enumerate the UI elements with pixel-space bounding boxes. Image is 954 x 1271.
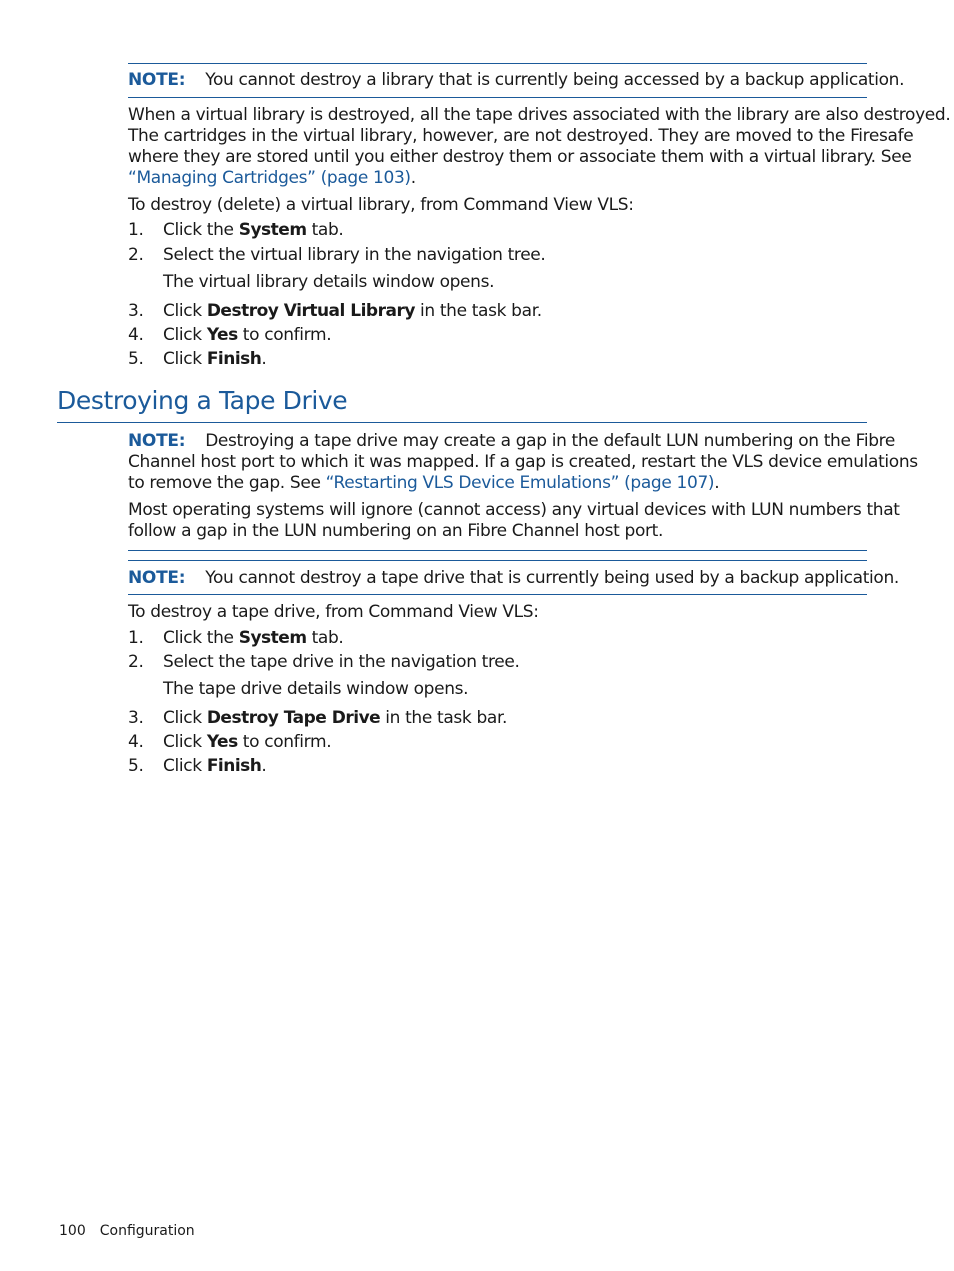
- procedure-intro: To destroy a tape drive, from Command View VLS:: [128, 602, 539, 622]
- link-restarting-emulations[interactable]: “Restarting VLS Device Emulations” (page 107): [325, 473, 715, 493]
- note-label: NOTE:: [128, 70, 186, 90]
- note-box-lun-gap: NOTE: Destroying a tape drive may create a gap in the default LUN numbering on the Fibre Channel host port to which it was mapped. If a gap is created, restart the VLS device emulations to remove the gap. See “Restarting VLS Device Emulations” (page 107). Most operating systems will ignore (cannot access) any virtual devices with LUN numbers that follow a gap in the LUN numbering on an Fibre Channel host port.: [128, 431, 867, 551]
- page-number: 100: [59, 1223, 86, 1239]
- note-box-library-access: [128, 63, 905, 98]
- paragraph-library-destroyed: When a virtual library is destroyed, all the tape drives associated with the library are also destroyed. The cartridges in the virtual library, however, are not destroyed. They are moved to the Firesafe where they are stored until you either destroy them or associate them with a virtual library. See “Managing Cartridges” (page 103).: [128, 105, 951, 188]
- list-item: 4. Click Yes to confirm.: [128, 732, 332, 752]
- list-item: 1. Click the System tab.: [128, 220, 344, 240]
- list-item: 4. Click Yes to confirm.: [128, 325, 332, 345]
- note-label: NOTE:: [128, 431, 186, 451]
- paragraph-line: When a virtual library is destroyed, all the tape drives associated with the library are also destroyed.: [128, 105, 951, 125]
- step-result-text: The virtual library details window opens.: [163, 272, 495, 292]
- link-managing-cartridges[interactable]: “Managing Cartridges” (page 103): [128, 168, 411, 188]
- paragraph-line: The cartridges in the virtual library, however, are not destroyed. They are moved to the Firesafe: [128, 126, 914, 146]
- note-text: You cannot destroy a library that is currently being accessed by a backup application.: [205, 70, 905, 90]
- note-text: You cannot destroy a tape drive that is currently being used by a backup application.: [205, 568, 899, 588]
- paragraph-line: where they are stored until you either destroy them or associate them with a virtual library. See: [128, 147, 912, 167]
- note-box-tape-drive-use: [128, 560, 899, 595]
- note-label: NOTE:: [128, 568, 186, 588]
- page-footer: [59, 1222, 195, 1240]
- list-item: 1. Click the System tab.: [128, 628, 344, 648]
- section-heading: Destroying a Tape Drive: [57, 386, 348, 415]
- step-result-text: The tape drive details window opens.: [163, 679, 469, 699]
- procedure-intro: To destroy (delete) a virtual library, from Command View VLS:: [128, 195, 634, 215]
- list-item: 3. Click Destroy Virtual Library in the task bar.: [128, 301, 542, 321]
- list-item: 5. Click Finish.: [128, 756, 267, 776]
- list-item: 3. Click Destroy Tape Drive in the task bar.: [128, 708, 508, 728]
- footer-section-title: Configuration: [99, 1223, 195, 1239]
- list-item: 2. Select the virtual library in the navigation tree.: [128, 245, 546, 265]
- list-item: 2. Select the tape drive in the navigation tree.: [128, 652, 520, 672]
- heading-divider: [57, 422, 867, 423]
- list-item: 5. Click Finish.: [128, 349, 267, 369]
